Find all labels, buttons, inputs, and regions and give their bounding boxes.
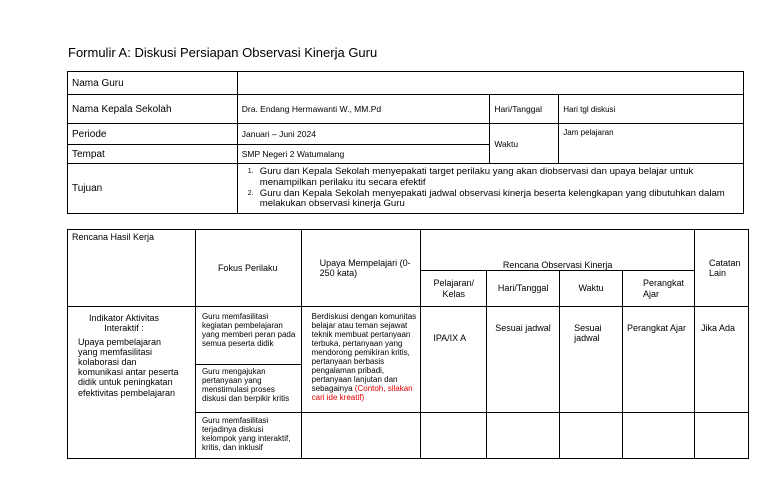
hari-value[interactable]: Sesuai jadwal [487, 307, 560, 413]
header-rencana-observasi: Rencana Observasi Kinerja [421, 230, 695, 271]
plan-table [67, 229, 749, 459]
header-perangkat: Perangkat Ajar [623, 271, 695, 307]
pelajaran-empty[interactable] [421, 413, 487, 459]
tujuan-number: 1. [247, 168, 254, 176]
page-title: Formulir A: Diskusi Persiapan Observasi Kinerja Guru [68, 45, 378, 60]
header-fokus: Fokus Perilaku [195, 230, 301, 307]
upaya-note: (Contoh, silakan cari ide kreatif) [311, 383, 413, 402]
tempat-label: Tempat [68, 145, 238, 164]
header-waktu: Waktu [560, 271, 623, 307]
indikator-cell [68, 307, 196, 459]
header-hari: Hari/Tanggal [487, 271, 560, 307]
tujuan-text: Guru dan Kepala Sekolah menyepakati jadwal observasi kinerja beserta kelengkapan yang dibutuhkan dalam melakukan observasi kinerja Guru [259, 187, 725, 210]
tujuan-label: Tujuan [68, 164, 238, 214]
indikator-text: Upaya pembelajaran yang memfasilitasi kolaborasi dan komunikasi antar peserta didik untuk peningkatan efektivitas pembelajaran [78, 337, 179, 398]
header-upaya: Upaya Mempelajari (0-250 kata) [301, 230, 421, 307]
hari-label: Hari/Tanggal [490, 95, 559, 124]
tempat-value[interactable]: SMP Negeri 2 Watumalang [237, 145, 490, 164]
tujuan-number: 2. [247, 189, 254, 197]
header-rencana-hasil: Rencana Hasil Kerja [68, 230, 196, 307]
nama-guru-value[interactable] [237, 72, 743, 95]
fokus-item: Guru mengajukan pertanyaan yang menstimulasi proses diskusi dan berpikir kritis [195, 365, 301, 413]
header-pelajaran: Pelajaran/ Kelas [421, 271, 487, 307]
upaya-empty[interactable] [301, 413, 421, 459]
indikator-title: Indikator Aktivitas Interaktif : [88, 313, 160, 334]
waktu-empty[interactable] [560, 413, 623, 459]
waktu-value[interactable]: Sesuai jadwal [560, 307, 623, 413]
hari-value[interactable]: Hari tgl diskusi [559, 95, 744, 124]
hari-empty[interactable] [487, 413, 560, 459]
kepala-value[interactable]: Dra. Endang Hermawanti W., MM.Pd [237, 95, 490, 124]
upaya-cell [301, 307, 421, 413]
waktu-value[interactable]: Jam pelajaran [559, 124, 744, 164]
catatan-value[interactable]: Jika Ada [694, 307, 748, 413]
identity-table [67, 71, 744, 214]
waktu-label: Waktu [490, 124, 559, 164]
periode-label: Periode [68, 124, 238, 145]
perangkat-empty[interactable] [623, 413, 695, 459]
tujuan-cell [237, 164, 743, 214]
upaya-text: Berdiskusi dengan komunitas belajar atau teman sejawat teknik membuat pertanyaan terbuka, pertanyaan yang mendorong pemikiran kritis, pertanyaan berbasis pengalaman pribadi, pertanyaan lanjutan dan sebagainya [311, 312, 417, 393]
tujuan-list [242, 167, 739, 209]
tujuan-item [247, 166, 739, 188]
nama-guru-label: Nama Guru [68, 72, 238, 95]
fokus-item: Guru memfasilitasi kegiatan pembelajaran yang memberi peran pada semua peserta didik [195, 307, 301, 365]
kepala-label: Nama Kepala Sekolah [68, 95, 238, 124]
header-catatan: Catatan Lain [694, 230, 748, 307]
tujuan-text: Guru dan Kepala Sekolah menyepakati target perilaku yang akan diobservasi dan upaya belajar untuk menampilkan perilaku itu secara efektif [259, 166, 694, 188]
catatan-empty[interactable] [694, 413, 748, 459]
fokus-item: Guru memfasilitasi terjadinya diskusi kelompok yang interaktif, kritis, dan inklusif [195, 413, 301, 459]
pelajaran-value[interactable]: IPA/IX A [421, 307, 487, 413]
tujuan-item [247, 187, 739, 210]
periode-value[interactable]: Januari – Juni 2024 [237, 124, 490, 145]
perangkat-value[interactable]: Perangkat Ajar [623, 307, 695, 413]
